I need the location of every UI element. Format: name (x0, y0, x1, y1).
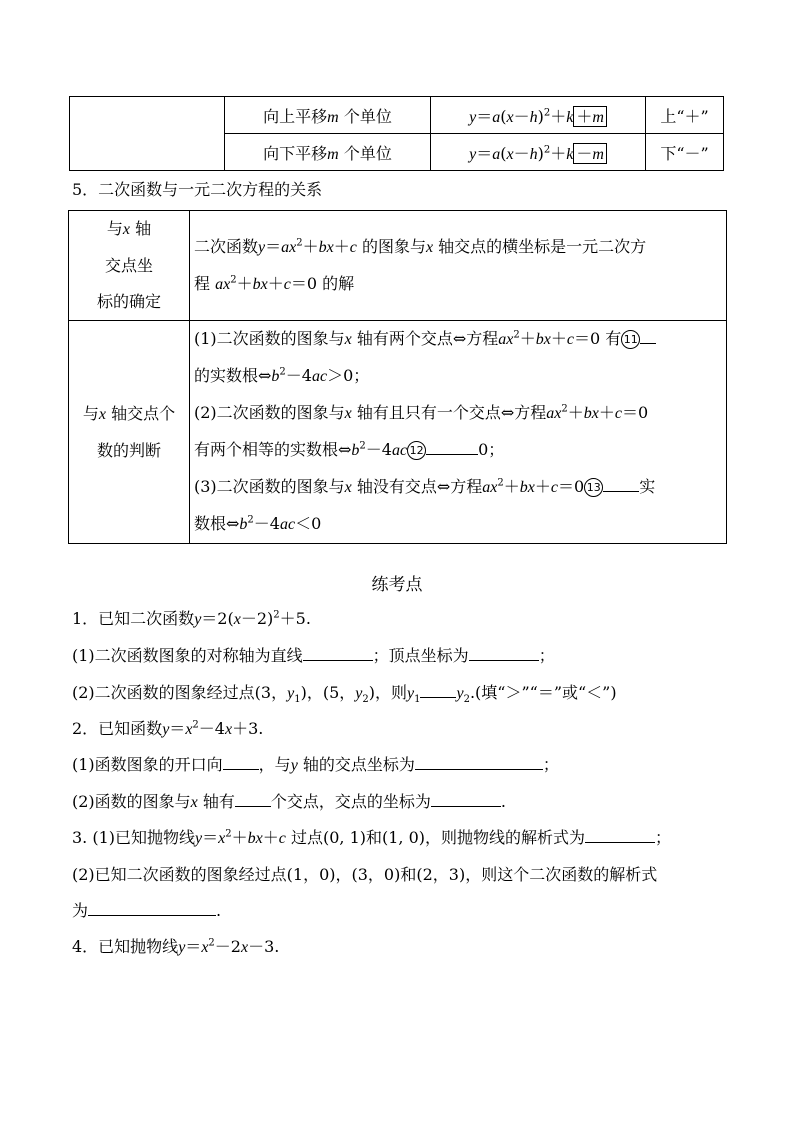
answer-blank[interactable] (420, 683, 456, 698)
answer-blank[interactable] (88, 901, 216, 916)
section-heading: 5．二次函数与一元二次方程的关系 (72, 180, 323, 199)
answer-blank[interactable] (303, 646, 373, 661)
blank-11[interactable] (640, 329, 656, 344)
empty-cell (70, 97, 225, 171)
row2-text: (1)二次函数的图象与x 轴有两个交点⇔方程$ax^2+bx+c=0$ 有 11 的实数根$\Leftrightarrow b^2-4ac>0$； (2)二次函数的图象与x 轴有且只有一个交点⇔方程$ax^2+bx+c=0$ 有两个相等的实数根$\Leftrightarrow b^2-4ac$ 12 0； (3)二次函数的图象与x 轴没有交点⇔方程$ax^2+bx+c=0$ 13 实 数根$\Leftrightarrow b^2-4ac<0$ (190, 321, 727, 544)
row1-label: 与x 轴 交点坐 标的确定 (69, 211, 190, 321)
answer-blank[interactable] (585, 828, 655, 843)
answer-blank[interactable] (223, 755, 259, 770)
relation-table (68, 210, 727, 544)
question-2b: (2)函数的图象与x 轴有 个交点，交点的坐标为 . (72, 792, 506, 811)
note-up-cell: 上“＋” (646, 97, 724, 134)
question-1: 1．已知二次函数$y=2(x-2)^2+5$. (72, 609, 311, 628)
question-3b: (2)已知二次函数的图象经过点(1，0)，(3，0)和(2，3)，则这个二次函数的解析式 (72, 865, 658, 884)
answer-marker-11: 11 (621, 330, 640, 349)
question-2a: (1)函数图象的开口向 ，与y 轴的交点坐标为 ； (72, 755, 559, 774)
question-1a: (1)二次函数图象的对称轴为直线 ；顶点坐标为 ； (72, 646, 555, 665)
formula-up-cell: $y=a(x-h)^2+k +m$ (431, 97, 646, 134)
answer-blank[interactable] (235, 792, 271, 807)
answer-blank[interactable] (415, 755, 543, 770)
table-row (69, 211, 727, 321)
blank-13[interactable] (603, 477, 639, 492)
shift-up-cell: 向上平移m 个单位 (225, 97, 431, 134)
note-down-cell: 下“－” (646, 134, 724, 171)
shift-down-cell: 向下平移m 个单位 (225, 134, 431, 171)
answer-blank[interactable] (469, 646, 539, 661)
answer-marker-13: 13 (584, 478, 603, 497)
row2-label: 与x 轴交点个 数的判断 (69, 321, 190, 544)
practice-title: 练考点 (371, 575, 423, 595)
question-4: 4．已知抛物线$y=x^2-2x-3$. (72, 937, 280, 956)
answer-blank[interactable] (431, 792, 501, 807)
row1-text: 二次函数$y=ax^2+bx+c$ 的图象与x 轴交点的横坐标是一元二次方 程 $ax^2+bx+c=0$ 的解 (190, 211, 727, 321)
question-3a: 3. (1)已知抛物线$y=x^2+bx+c$ 过点(0, 1)和(1, 0)，则抛物线的解析式为 ； (72, 828, 672, 847)
table-row (70, 97, 724, 134)
table-row (69, 321, 727, 544)
question-3b-cont: 为 . (72, 901, 222, 920)
blank-12[interactable] (426, 440, 478, 455)
translation-table (69, 96, 724, 171)
answer-marker-12: 12 (407, 441, 426, 460)
question-1b: (2)二次函数的图象经过点(3，$y_1$)，(5，$y_2$)，则$y_1$ $y_2$.(填“＞”“＝”或“＜”) (72, 683, 617, 706)
formula-down-cell: $y=a(x-h)^2+k -m$ (431, 134, 646, 171)
question-2: 2．已知函数$y=x^2-4x+3$. (72, 719, 264, 738)
